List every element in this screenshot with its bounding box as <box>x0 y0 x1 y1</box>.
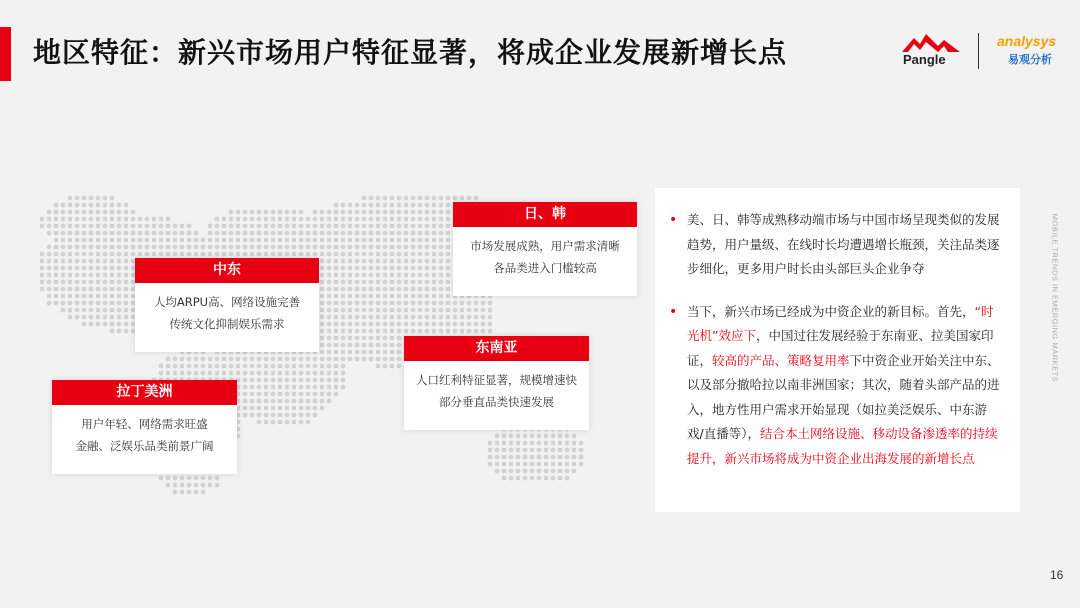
highlight-text: 结合本土网络设施、移动设备渗透率的持续提升，新兴市场将成为中资企业出海发展的新增长点 <box>687 426 998 466</box>
highlight-text: 较高的产品、策略复用率 <box>712 352 850 368</box>
region-line: 人均ARPU高、网络设施完善 <box>153 295 301 309</box>
bullet-text: ，中国过往发展经验于东南亚、拉美国家印证， <box>687 328 994 368</box>
region-line: 部分垂直品类快速发展 <box>439 395 554 409</box>
region-description <box>52 405 237 457</box>
region-description <box>453 227 637 279</box>
bullet-text: 下中资企业开始关注中东、以及部分撤哈拉以南非洲国家；其次，随着头部产品的进入，地方性用户需求开始显现（如拉美泛娱乐、中东游戏/直播等）， <box>687 352 1000 441</box>
summary-bullet-2 <box>669 300 1000 472</box>
region-title: 东南亚 <box>404 336 589 361</box>
region-description <box>135 283 319 335</box>
region-card-southeast-asia <box>404 336 589 430</box>
title-accent-bar <box>0 27 11 81</box>
page-number: 16 <box>1050 568 1064 582</box>
bullet-icon: • <box>669 212 678 228</box>
bullet-text: 美、日、韩等成熟移动端市场与中国市场呈现类似的发展趋势，用户量级、在线时长均遭遇增长瓶颈，关注品类逐步细化，更多用户时长由头部巨头企业争夺 <box>687 212 1000 276</box>
region-title: 中东 <box>135 258 319 283</box>
region-line: 市场发展成熟，用户需求清晰 <box>470 239 620 253</box>
region-line: 人口红利特征显著，规模增速快 <box>416 373 577 387</box>
region-description <box>404 361 589 413</box>
summary-bullet-1 <box>669 208 1000 282</box>
side-caption-text: MOBILE TRENDS IN EMERGING MARKETS <box>1050 213 1060 383</box>
region-line: 用户年轻、网络需求旺盛 <box>81 417 208 431</box>
region-line: 金融、泛娱乐品类前景广阔 <box>75 439 214 453</box>
analysys-logo-text: analysys <box>997 33 1057 49</box>
region-line: 各品类进入门槛较高 <box>493 261 597 275</box>
region-line: 传统文化抑制娱乐需求 <box>169 317 285 331</box>
highlight-text: “时光机”效应下 <box>687 303 994 343</box>
logo-divider <box>978 33 979 69</box>
region-title: 拉丁美洲 <box>52 380 237 405</box>
region-title: 日、韩 <box>453 202 637 227</box>
region-card-latin-america <box>52 380 237 474</box>
page-title: 地区特征：新兴市场用户特征显著，将成企业发展新增长点 <box>33 36 788 69</box>
summary-panel <box>655 188 1020 512</box>
analysys-logo-cn: 易观分析 <box>1008 53 1052 66</box>
bullet-text: 当下，新兴市场已经成为中资企业的新目标。首先， <box>687 303 975 319</box>
region-card-middle-east <box>135 258 319 352</box>
side-caption <box>1043 212 1067 384</box>
pangle-logo-text: Pangle <box>903 52 946 67</box>
region-card-japan-korea <box>453 202 637 296</box>
bullet-icon: • <box>669 303 678 320</box>
